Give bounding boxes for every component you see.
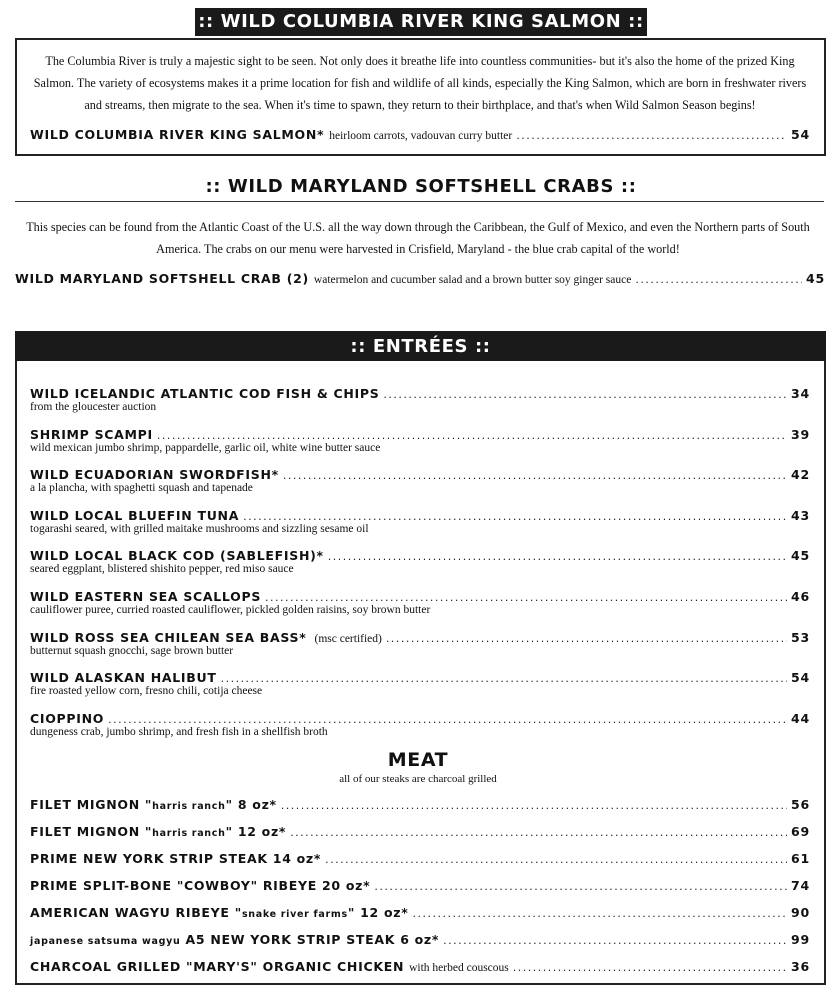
menu-item-filet-12oz [30, 824, 810, 839]
menu-item-ny-strip [30, 851, 810, 866]
meat-section-title: MEAT [387, 749, 449, 771]
menu-item-price: 43 [791, 508, 810, 523]
menu-item-desc: watermelon and cucumber salad and a brown butter soy ginger sauce [313, 274, 632, 286]
meat-section-note: all of our steaks are charcoal grilled [339, 773, 497, 785]
menu-item-halibut [30, 670, 810, 685]
dot-leader [635, 273, 802, 286]
menu-item-price: 44 [791, 711, 810, 726]
menu-item-name: WILD MARYLAND SOFTSHELL CRAB (2) [15, 271, 309, 286]
dot-leader [325, 853, 787, 866]
menu-item-filet-8oz [30, 797, 810, 812]
menu-item-name: WILD EASTERN SEA SCALLOPS [30, 589, 262, 604]
menu-item-price: 45 [791, 548, 810, 563]
dot-leader [265, 591, 787, 604]
menu-item-bluefin-tuna [30, 508, 810, 523]
dot-leader [157, 429, 787, 442]
menu-item-chilean-sea-bass [30, 630, 810, 645]
menu-item-name: WILD ROSS SEA CHILEAN SEA BASS* [30, 630, 307, 645]
menu-item-price: 39 [791, 427, 810, 442]
dot-leader [412, 907, 787, 920]
menu-item-cowboy-ribeye [30, 878, 810, 893]
dot-leader [386, 632, 787, 645]
menu-item-marys-chicken [30, 959, 810, 974]
menu-item-king-salmon [30, 127, 810, 142]
menu-item-price: 36 [791, 959, 810, 974]
section-divider [15, 201, 824, 202]
menu-item-name: FILET MIGNON "harris ranch" 12 oz* [30, 824, 287, 839]
menu-item-desc: butternut squash gnocchi, sage brown butter [30, 645, 234, 657]
menu-item-name: japanese satsuma wagyu A5 NEW YORK STRIP STEAK 6 oz* [30, 932, 440, 947]
salmon-section-header: :: WILD COLUMBIA RIVER KING SALMON :: [195, 8, 647, 36]
menu-item-sea-scallops [30, 589, 810, 604]
salmon-intro-text: The Columbia River is truly a majestic sight to be seen. Not only does it breathe life into countless communities- but it's also the home of the prized King Salmon. The variety of ecosystems makes it a prime location for fish and wildlife of all kinds, especially the King Salmon, which are born in freshwater rivers and streams, then migrate to the sea. When it's time to spawn, they return to their birthplace, and that's when Wild Salmon Season begins! [33, 54, 807, 112]
menu-item-softshell-crab [15, 271, 825, 286]
menu-item-shrimp-scampi [30, 427, 810, 442]
menu-item-note: (msc certified) [314, 633, 382, 645]
menu-item-name: SHRIMP SCAMPI [30, 427, 153, 442]
menu-item-cioppino [30, 711, 810, 726]
entrees-section-header: :: ENTRÉES :: [15, 331, 826, 361]
dot-leader [281, 799, 787, 812]
dot-leader [443, 934, 787, 947]
menu-item-name: PRIME SPLIT-BONE "COWBOY" RIBEYE 20 oz* [30, 878, 371, 893]
menu-item-price: 45 [806, 271, 825, 286]
menu-item-desc: cauliflower puree, curried roasted cauliflower, pickled golden raisins, soy brown butter [30, 604, 431, 616]
menu-item-swordfish [30, 467, 810, 482]
menu-item-desc: togarashi seared, with grilled maitake mushrooms and sizzling sesame oil [30, 523, 369, 535]
menu-item-desc: a la plancha, with spaghetti squash and tapenade [30, 482, 253, 494]
menu-item-name: WILD COLUMBIA RIVER KING SALMON* [30, 127, 325, 142]
menu-item-name: CIOPPINO [30, 711, 105, 726]
menu-item-wagyu-ribeye [30, 905, 810, 920]
menu-item-price: 53 [791, 630, 810, 645]
menu-item-name: WILD ALASKAN HALIBUT [30, 670, 217, 685]
menu-item-desc: heirloom carrots, vadouvan curry butter [329, 130, 513, 142]
menu-item-name: PRIME NEW YORK STRIP STEAK 14 oz* [30, 851, 322, 866]
menu-item-desc: seared eggplant, blistered shishito pepper, red miso sauce [30, 563, 294, 575]
menu-item-price: 54 [791, 127, 810, 142]
dot-leader [383, 388, 787, 401]
dot-leader [516, 129, 787, 142]
menu-item-price: 34 [791, 386, 810, 401]
menu-item-name: AMERICAN WAGYU RIBEYE "snake river farms" 12 oz* [30, 905, 409, 920]
menu-item-price: 61 [791, 851, 810, 866]
menu-item-name: WILD ICELANDIC ATLANTIC COD FISH & CHIPS [30, 386, 380, 401]
dot-leader [513, 961, 787, 974]
menu-item-name: WILD LOCAL BLUEFIN TUNA [30, 508, 240, 523]
dot-leader [328, 550, 787, 563]
crab-intro-text: This species can be found from the Atlantic Coast of the U.S. all the way down through the Caribbean, the Gulf of Mexico, and even the Northern parts of South America. The crabs on our menu were harvested in Crisfield, Maryland - the blue crab capital of the world! [26, 220, 810, 256]
menu-item-black-cod [30, 548, 810, 563]
menu-item-price: 99 [791, 932, 810, 947]
dot-leader [243, 510, 787, 523]
menu-item-name: WILD LOCAL BLACK COD (SABLEFISH)* [30, 548, 324, 563]
menu-item-price: 69 [791, 824, 810, 839]
menu-item-price: 90 [791, 905, 810, 920]
crab-section-header: :: WILD MARYLAND SOFTSHELL CRABS :: [205, 176, 637, 197]
dot-leader [108, 713, 787, 726]
dot-leader [221, 672, 787, 685]
menu-item-price: 46 [791, 589, 810, 604]
menu-item-name: CHARCOAL GRILLED "MARY'S" ORGANIC CHICKEN [30, 959, 405, 974]
menu-item-cod-fish-chips [30, 386, 810, 401]
dot-leader [290, 826, 787, 839]
dot-leader [283, 469, 787, 482]
menu-item-a5-wagyu [30, 932, 810, 947]
menu-item-name: FILET MIGNON "harris ranch" 8 oz* [30, 797, 277, 812]
menu-item-price: 74 [791, 878, 810, 893]
menu-item-desc: with herbed couscous [409, 962, 509, 974]
menu-item-price: 54 [791, 670, 810, 685]
menu-item-price: 42 [791, 467, 810, 482]
menu-item-desc: wild mexican jumbo shrimp, pappardelle, garlic oil, white wine butter sauce [30, 442, 381, 454]
menu-item-price: 56 [791, 797, 810, 812]
menu-item-desc: fire roasted yellow corn, fresno chili, cotija cheese [30, 685, 263, 697]
dot-leader [374, 880, 787, 893]
menu-item-desc: from the gloucester auction [30, 401, 157, 413]
menu-item-name: WILD ECUADORIAN SWORDFISH* [30, 467, 279, 482]
menu-item-desc: dungeness crab, jumbo shrimp, and fresh fish in a shellfish broth [30, 726, 328, 738]
